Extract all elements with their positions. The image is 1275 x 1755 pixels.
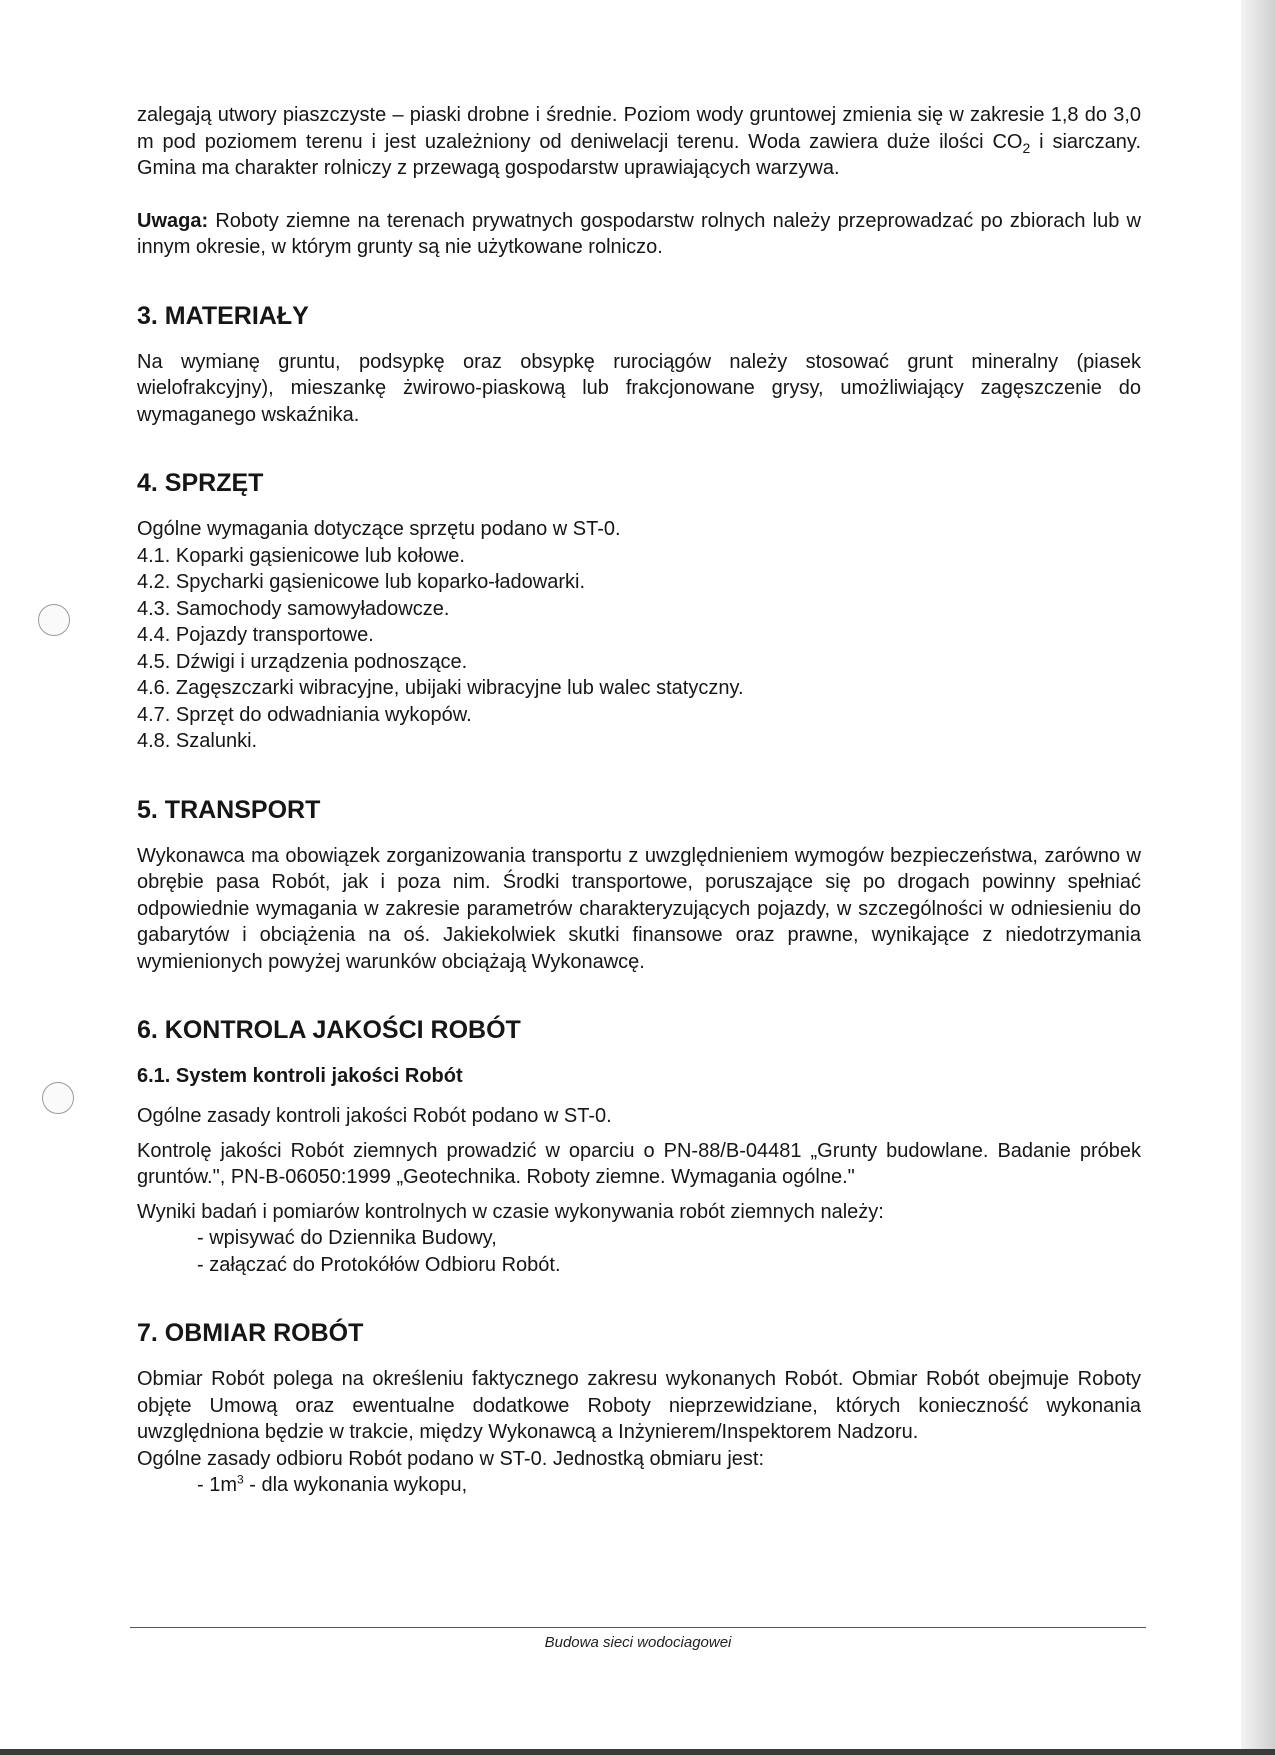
- footer-divider: [130, 1627, 1146, 1628]
- list-item: 4.1. Koparki gąsienicowe lub kołowe.: [137, 544, 465, 567]
- intro-paragraph: zalegają utwory piaszczyste – piaski drobne i średnie. Poziom wody gruntowej zmienia się w zakresie 1,8 do 3,0 m pod poziomem terenu i jest uzależniony od deniwelacji terenu. Woda zawiera duże ilości $CO_2$ i siarczany. Gmina ma charakter rolniczy z przewagą gospodarstw uprawiających warzywa.: [137, 104, 1141, 179]
- list-item: 4.5. Dźwigi i urządzenia podnoszące.: [137, 650, 468, 673]
- section-5-heading: 5. TRANSPORT: [137, 795, 321, 824]
- list-item: 4.7. Sprzęt do odwadniania wykopów.: [137, 703, 472, 726]
- measure-unit-item: - $1m^3$ - dla wykonania wykopu,: [197, 1472, 468, 1496]
- section-5-text: Wykonawca ma obowiązek zorganizowania transportu z uwzględnieniem wymogów bezpieczeństwa, zarówno w obrębie pasa Robót, jak i poza nim. Środki transportowe, poruszające się po drogach powinny spełniać odpowiednie wymagania w zakresie parametrów charakteryzujących pojazdy, w szczególności w odniesieniu do gabarytów i obciążenia na oś. Jakiekolwiek skutki finansowe oraz prawne, wynikające z niedotrzymania wymienionych powyżej warunków obciążają Wykonawcę.: [137, 844, 1141, 973]
- section-6-text-1: Ogólne zasady kontroli jakości Robót podano w ST-0.: [137, 1105, 612, 1127]
- note-paragraph: Uwaga: Roboty ziemne na terenach prywatnych gospodarstw rolnych należy przeprowadzać po zbiorach lub w innym okresie, w którym grunty są nie użytkowane rolniczo.: [137, 209, 1141, 258]
- section-6-1-heading: 6.1. System kontroli jakości Robót: [137, 1065, 463, 1087]
- equipment-list: [137, 543, 1141, 755]
- list-item: 4.2. Spycharki gąsienicowe lub koparko-ładowarki.: [137, 571, 586, 593]
- section-3-text: Na wymianę gruntu, podsypkę oraz obsypkę rurociągów należy stosować grunt mineralny (piasek wielofrakcyjny), mieszankę żwirowo-piaskową lub frakcjonowane grysy, umożliwiający zagęszczenie do wymaganego wskaźnika.: [137, 350, 1141, 426]
- section-3-heading: 3. MATERIAŁY: [137, 301, 309, 330]
- scan-edge-shadow: [1241, 0, 1275, 1755]
- section-7-text-1: Obmiar Robót polega na określeniu faktycznego zakresu wykonanych Robót. Obmiar Robót obejmuje Roboty objęte Umową oraz ewentualne dodatkowe Roboty nieprzewidziane, których konieczność wykonania uwzględniona będzie w trakcie, między Wykonawcą a Inżynierem/Inspektorem Nadzoru.: [137, 1368, 1141, 1443]
- section-4-intro: Ogólne wymagania dotyczące sprzętu podano w ST-0.: [137, 518, 621, 540]
- list-item: - załączać do Protokółów Odbioru Robót.: [197, 1253, 561, 1276]
- section-7-text-2: Ogólne zasady odbioru Robót podano w ST-0. Jednostką obmiaru jest:: [137, 1447, 765, 1470]
- results-list: [137, 1225, 1141, 1278]
- section-6-text-2: Kontrolę jakości Robót ziemnych prowadzić w oparciu o PN-88/B-04481 „Grunty budowlane. Badanie próbek gruntów.", PN-B-06050:1999 „Geotechnika. Roboty ziemne. Wymagania ogólne.": [137, 1139, 1141, 1188]
- page-footer: Budowa sieci wodociagowei: [544, 1634, 732, 1651]
- list-item: 4.6. Zagęszczarki wibracyjne, ubijaki wibracyjne lub walec statyczny.: [137, 677, 744, 699]
- punch-hole-mark: [38, 604, 70, 636]
- section-4-heading: 4. SPRZĘT: [137, 469, 264, 497]
- section-6-heading: 6. KONTROLA JAKOŚCI ROBÓT: [137, 1016, 521, 1044]
- punch-hole-mark: [42, 1082, 74, 1114]
- list-item: 4.4. Pojazdy transportowe.: [137, 624, 374, 646]
- scan-bottom-edge: [0, 1749, 1275, 1755]
- section-6-text-3: Wyniki badań i pomiarów kontrolnych w czasie wykonywania robót ziemnych należy:: [137, 1200, 884, 1223]
- document-page: [137, 102, 1141, 1499]
- section-7-heading: 7. OBMIAR ROBÓT: [137, 1319, 364, 1347]
- list-item: 4.8. Szalunki.: [137, 730, 258, 752]
- list-item: 4.3. Samochody samowyładowcze.: [137, 597, 450, 620]
- list-item: - wpisywać do Dziennika Budowy,: [197, 1227, 497, 1249]
- note-label: Uwaga:: [137, 209, 209, 232]
